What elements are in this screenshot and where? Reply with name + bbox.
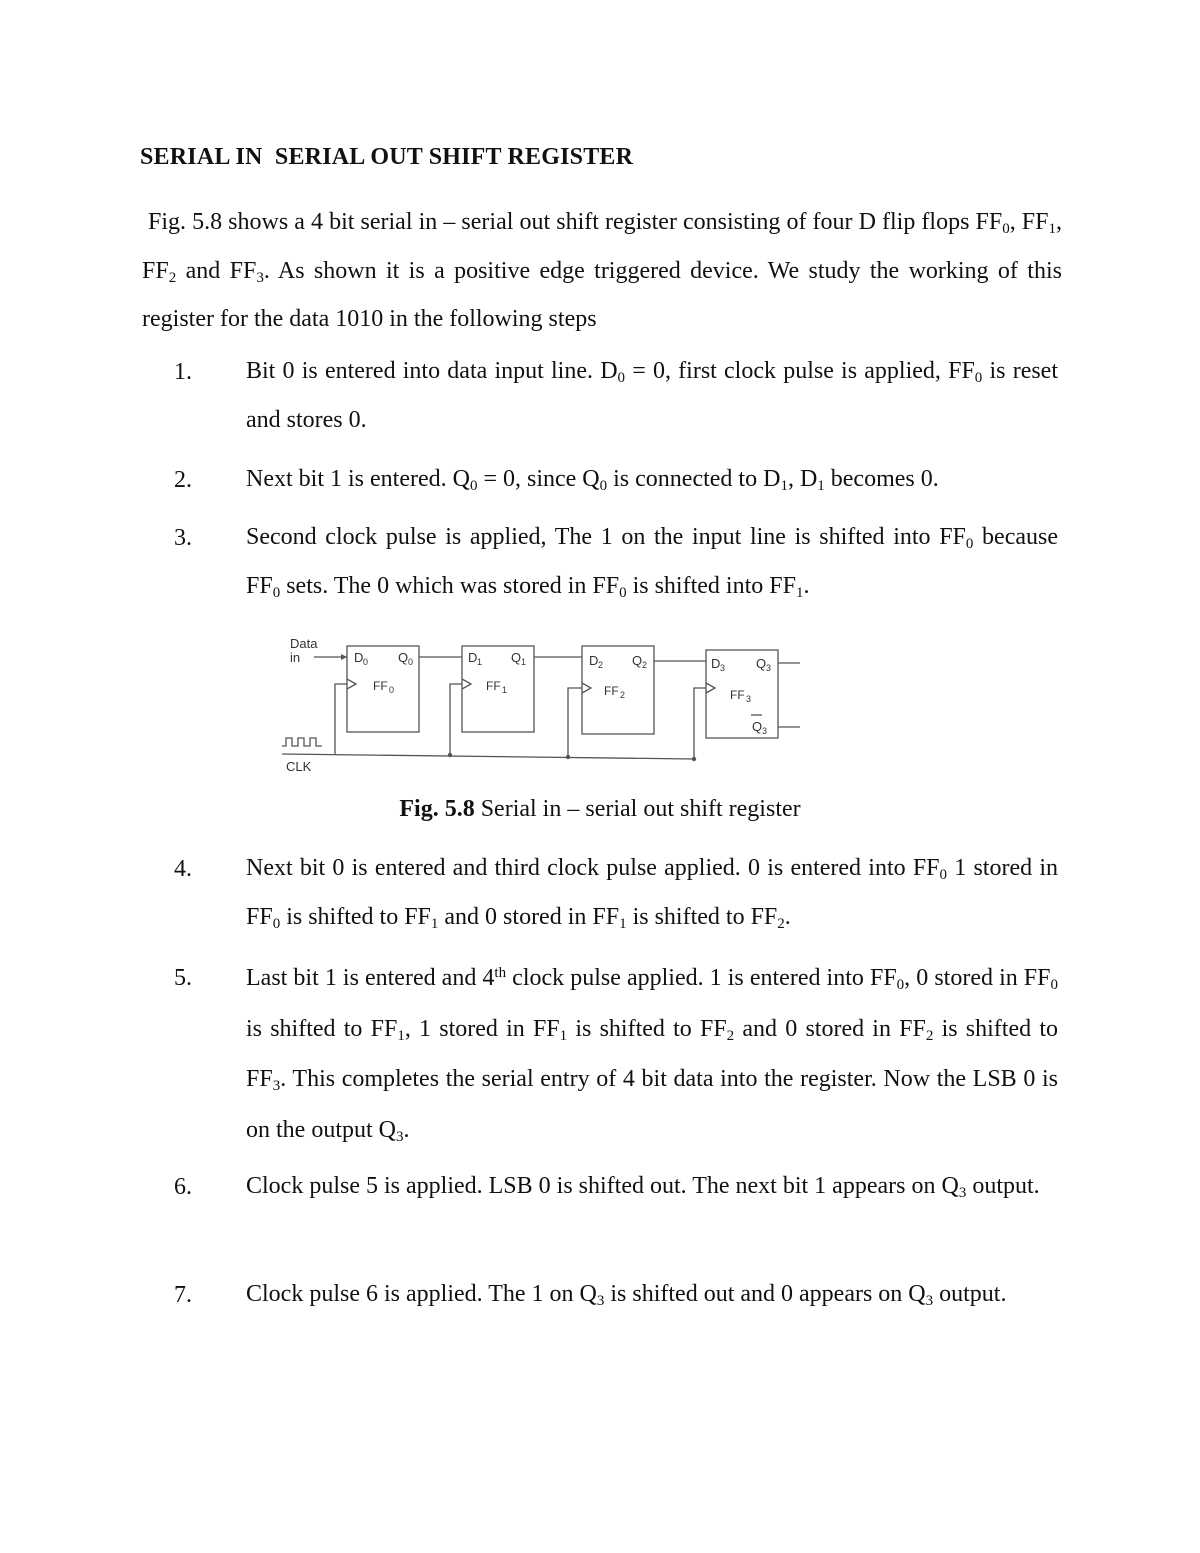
caption-lead: Fig. 5.8 [399,796,475,822]
ff-index: 1 [502,685,508,695]
intro-text-2: , FF [1009,209,1049,235]
step-text: Clock pulse 6 is applied. The 1 on $Q_3$ is shifted out and 0 appears on $Q_3$ output. [246,1281,1007,1309]
step-text: Next bit 0 is entered and third clock pulse applied. 0 is entered into $FF_0$ 1 stored in $FF_0$ is shifted to $FF_1$ and 0 stored in $FF_1$ is shifted to $FF_2$. [246,855,1058,932]
caption-text: Serial in – serial out shift register [474,796,801,822]
step-text: Last bit 1 is entered and 4th clock pulse applied. 1 is entered into $FF_0$, 0 stored in $FF_0$ is shifted to $FF_1$, 1 stored in $FF_1$ is shifted to $FF_2$ and 0 stored in $FF_2$ is shifted to $FF_3$. This completes the serial entry of 4 bit data into the register. Now the LSB 0 is on the output $Q_3$. [246,965,1059,1145]
step-text: Second clock pulse is applied, The 1 on the input line is shifted into $FF_0$ because $FF_0$ sets. The 0 which was stored in $FF_0$ is shifted into $FF_1$. [246,524,1058,601]
step-number: 3. [174,525,192,551]
ff-q-label: Q [511,650,522,665]
intro-text-4: and FF [176,257,257,284]
ff-index: 2 [642,660,648,670]
ff-index: 0 [408,657,414,667]
ff-name-label: FF [730,688,745,702]
ff-qbar-label: Q [752,719,763,734]
intro-text-3: , FF [142,209,1062,284]
step-number: 2. [174,467,192,493]
ff-name-label: FF [373,679,388,693]
intro-text-1: Fig. 5.8 shows a 4 bit serial in – serial out shift register consisting of four D flip flops FF [148,209,1003,235]
intro-text-5: . As shown it is a positive edge triggered device. We study the working of this register for the data 1010 in the following steps [142,257,1062,332]
ff-d-label: D [589,653,599,668]
ff-index: 2 [598,660,604,670]
figure-caption [0,796,1200,823]
ff-index: 3 [746,694,752,704]
intro-paragraph [142,198,1062,344]
step-number: 5. [174,965,192,991]
step-number: 4. [174,856,192,882]
step-number: 7. [174,1282,192,1308]
subscript: 3 [256,269,264,286]
ff-q-label: Q [756,656,767,671]
step-text: Bit 0 is entered into data input line. $D_0 = 0$, first clock pulse is applied, $FF_0$ is reset and stores 0. [246,358,1059,433]
ff-d-label: D [468,650,478,665]
ff-index: 3 [720,663,726,673]
ff-index: 0 [363,657,369,667]
ff-q-label: Q [398,650,409,665]
ff-index: 1 [477,657,483,667]
ff-q-label: Q [632,653,643,668]
ff-index: 2 [620,690,626,700]
ff-index: 0 [389,685,395,695]
ff-index: 1 [521,657,527,667]
clk-label: CLK [286,759,312,774]
page-title: SERIAL IN SERIAL OUT SHIFT REGISTER [140,144,634,170]
subscript: 1 [1048,221,1056,237]
data-in-label: Data [290,636,318,651]
ff-index: 3 [762,726,768,736]
step-number: 1. [174,359,192,385]
ff-d-label: D [354,650,364,665]
step-number: 6. [174,1174,192,1200]
shift-register-diagram [270,628,830,778]
ff-name-label: FF [604,684,619,698]
step-text: Clock pulse 5 is applied. LSB 0 is shifted out. The next bit 1 appears on $Q_3$ output. [246,1173,1040,1201]
ff-d-label: D [711,656,721,671]
step-text: Next bit 1 is entered. $Q_0 = 0$, since $Q_0$ is connected to $D_1$, $D_1$ becomes 0. [246,466,939,494]
data-in-label: in [290,650,301,665]
subscript: 0 [1002,221,1010,237]
subscript: 2 [168,269,177,286]
ff-index: 3 [766,663,772,673]
ff-name-label: FF [486,679,501,693]
